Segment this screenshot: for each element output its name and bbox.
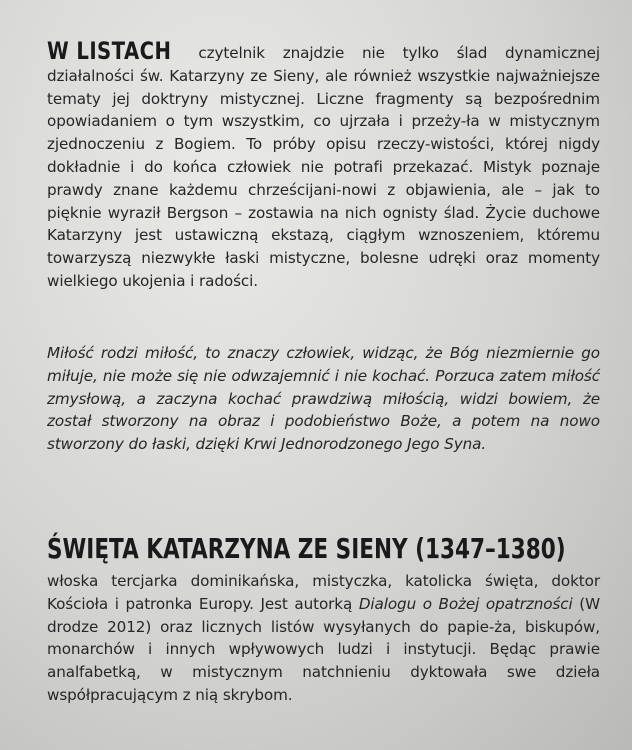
biography-text-start: włoska tercjarka dominikańska, mistyczka, katolicka święta, doktor Kościoła i patronka Europy. Jest autorką: [47, 572, 600, 613]
book-title: Dialogu o Bożej opatrzności: [358, 594, 573, 613]
quote-paragraph: Miłość rodzi miłość, to znaczy człowiek, widząc, że Bóg niezmiernie go miłuje, nie może się nie odwzajemnić i nie kochać. Porzuca zatem miłość zmysłową, a zaczyna kochać prawdziwą miłością, widzi bowiem, że został stworzony na obraz i podobieństwo Boże, a potem na nowo stworzony do łaski, dzięki Krwi Jednorodzonego Jego Syna.: [47, 344, 600, 454]
biography-text-end: (W drodze 2012) oraz licznych listów wysyłanych do papie-ża, biskupów, monarchów i innych wpływowych ludzi i instytucji. Będąc prawie analfabetką, w mistycznym natchnieniu dyktowała swe dzieła współpracującym z nią skrybom.: [47, 594, 600, 704]
listy-body-text: czytelnik znajdzie nie tylko ślad dynamicznej działalności św. Katarzyny ze Sieny, ale również wszystkie najważniejsze tematy jej doktryny mistycznej. Liczne fragmenty są bezpośrednim opowiadaniem o tym wszystkim, co ujrzała i przeży-ła w mistycznym zjednoczeniu z Bogiem. To próby opisu rzeczy-wistości, której nigdy dokładnie i do końca człowiek nie potrafi przekazać. Mistyk poznaje prawdy znane każdemu chrześcijani-nowi z objawienia, ale – jak to pięknie wyraził Bergson – zostawia na nich ognisty ślad. Życie duchowe Katarzyny jest ustawiczną ekstazą, ciągłym wznoszeniem, któremu towarzyszą niezwykłe łaski mistyczne, bolesne udręki oraz momenty wielkiego ukojenia i radości.: [47, 44, 600, 290]
biography-heading: ŚWIĘTA KATARZYNA ZE SIENY (1347–1380): [47, 532, 566, 565]
biography-paragraph: [47, 570, 600, 707]
section-lead-heading: W LISTACH: [47, 37, 172, 65]
listy-paragraph: [47, 37, 600, 293]
